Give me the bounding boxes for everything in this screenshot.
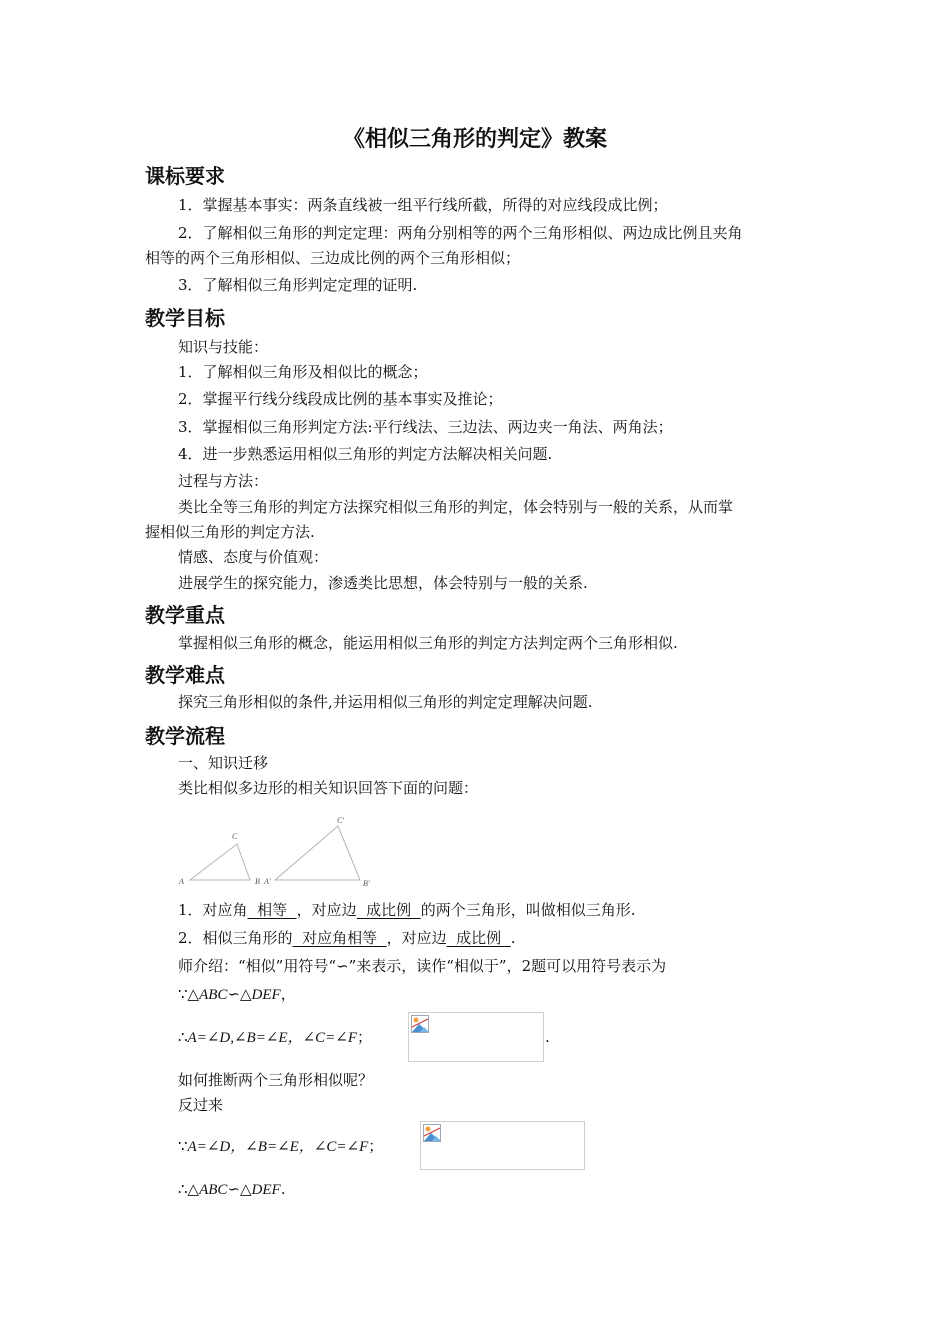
therefore-line-1-end: ；	[357, 1028, 373, 1046]
heading-difficulties: 教学难点	[145, 663, 225, 687]
q1-blank-sides: 成比例	[356, 901, 421, 919]
heading-objectives: 教学目标	[145, 306, 225, 330]
q2-blank-angles: 对应角相等	[292, 929, 387, 947]
therefore-symbol: ∴	[178, 1028, 188, 1046]
heading-key-points: 教学重点	[145, 603, 225, 627]
label-c-prime: C′	[337, 816, 345, 825]
question-2	[178, 927, 516, 949]
triangle-abc-name-2: ABC	[199, 1182, 228, 1198]
therefore-line-1	[178, 1026, 372, 1049]
teacher-introduction: 师介绍：“相似”用符号“∽”来表示，读作“相似于”，2题可以用符号表示为	[178, 957, 667, 975]
heading-standards: 课标要求	[145, 164, 225, 188]
objectives-knowledge-3: 3．掌握相似三角形判定方法:平行线法、三边法、两边夹一角法、两角法；	[178, 418, 673, 436]
triangle-abc-name: ABC	[199, 987, 228, 1003]
objectives-knowledge-4: 4．进一步熟悉运用相似三角形的判定方法解决相关问题.	[178, 445, 553, 463]
since-symbol-2: ∵	[178, 1137, 188, 1155]
q1-text-a: 1．对应角	[178, 901, 248, 919]
difficulties-text: 探究三角形相似的条件,并运用相似三角形的判定定理解决问题.	[178, 693, 593, 711]
since-line-2	[178, 1135, 383, 1158]
q1-text-b: ，对应边	[296, 901, 357, 919]
standards-item-1: 1．掌握基本事实：两条直线被一组平行线所截，所得的对应线段成比例；	[178, 196, 668, 214]
q1-blank-angles: 相等	[247, 901, 297, 919]
standards-item-2-line-1: 2．了解相似三角形的判定定理：两角分别相等的两个三角形相似、两边成比例且夹角	[178, 224, 743, 242]
objectives-knowledge-1: 1．了解相似三角形及相似比的概念；	[178, 363, 428, 381]
broken-image-icon	[423, 1124, 441, 1142]
objectives-emotion-text: 进展学生的探究能力，渗透类比思想，体会特别与一般的关系.	[178, 574, 588, 592]
heading-process: 教学流程	[145, 724, 225, 748]
label-a-prime: A′	[264, 877, 271, 886]
label-a: A	[179, 877, 184, 886]
triangle-abc-prime	[275, 826, 360, 880]
therefore-line-2-end: .	[280, 1180, 286, 1198]
question-1	[178, 899, 636, 921]
angle-equalities: A=∠D,∠B=∠E，∠C=∠F	[187, 1030, 357, 1046]
objectives-knowledge-label: 知识与技能：	[178, 338, 269, 356]
q2-text-c: .	[510, 929, 516, 947]
equation-image-placeholder-1	[408, 1012, 544, 1062]
similar-triangles-figure	[175, 812, 385, 892]
label-b-prime: B′	[363, 879, 370, 888]
objectives-process-label: 过程与方法：	[178, 472, 269, 490]
since-line-1	[178, 983, 296, 1006]
q2-text-a: 2．相似三角形的	[178, 929, 293, 947]
q2-blank-sides: 成比例	[446, 929, 511, 947]
since-line-1-end: ，	[280, 985, 296, 1003]
similar-symbol: ∽△	[227, 985, 252, 1003]
since-line-2-end: ；	[368, 1137, 384, 1155]
q2-text-b: ，对应边	[386, 929, 447, 947]
objectives-process-line-2: 握相似三角形的判定方法.	[145, 523, 315, 541]
similar-symbol-2: ∽△	[227, 1180, 252, 1198]
since-symbol: ∵△	[178, 985, 200, 1003]
label-c: C	[232, 832, 238, 841]
objectives-knowledge-2: 2．掌握平行线分线段成比例的基本事实及推论；	[178, 390, 503, 408]
standards-item-2-line-2: 相等的两个三角形相似、三边成比例的两个三角形相似；	[145, 249, 521, 267]
process-part-1: 一、知识迁移	[178, 754, 269, 772]
document-title: 《相似三角形的判定》教案	[342, 127, 607, 152]
objectives-process-line-1: 类比全等三角形的判定方法探究相似三角形的判定，体会特别与一般的关系，从而掌	[178, 498, 734, 516]
key-points-text: 掌握相似三角形的概念，能运用相似三角形的判定方法判定两个三角形相似.	[178, 634, 678, 652]
equation-image-placeholder-2	[420, 1121, 585, 1170]
q1-text-c: 的两个三角形，叫做相似三角形.	[420, 901, 636, 919]
process-intro: 类比相似多边形的相关知识回答下面的问题：	[178, 779, 479, 797]
therefore-symbol-2: ∴△	[178, 1180, 200, 1198]
standards-item-3: 3．了解相似三角形判定定理的证明.	[178, 276, 418, 294]
reverse-label: 反过来	[178, 1096, 224, 1114]
triangle-def-name-2: DEF	[251, 1182, 281, 1198]
broken-image-icon	[411, 1015, 429, 1033]
objectives-emotion-label: 情感、态度与价值观：	[178, 548, 329, 566]
therefore-line-2	[178, 1178, 286, 1201]
angle-equalities-2: A=∠D，∠B=∠E，∠C=∠F	[187, 1139, 369, 1155]
label-b: B	[255, 877, 260, 886]
question-how-to-judge: 如何推断两个三角形相似呢？	[178, 1071, 374, 1089]
trailing-period: .	[545, 1028, 550, 1046]
triangle-abc	[190, 844, 250, 880]
triangle-def-name: DEF	[251, 987, 281, 1003]
